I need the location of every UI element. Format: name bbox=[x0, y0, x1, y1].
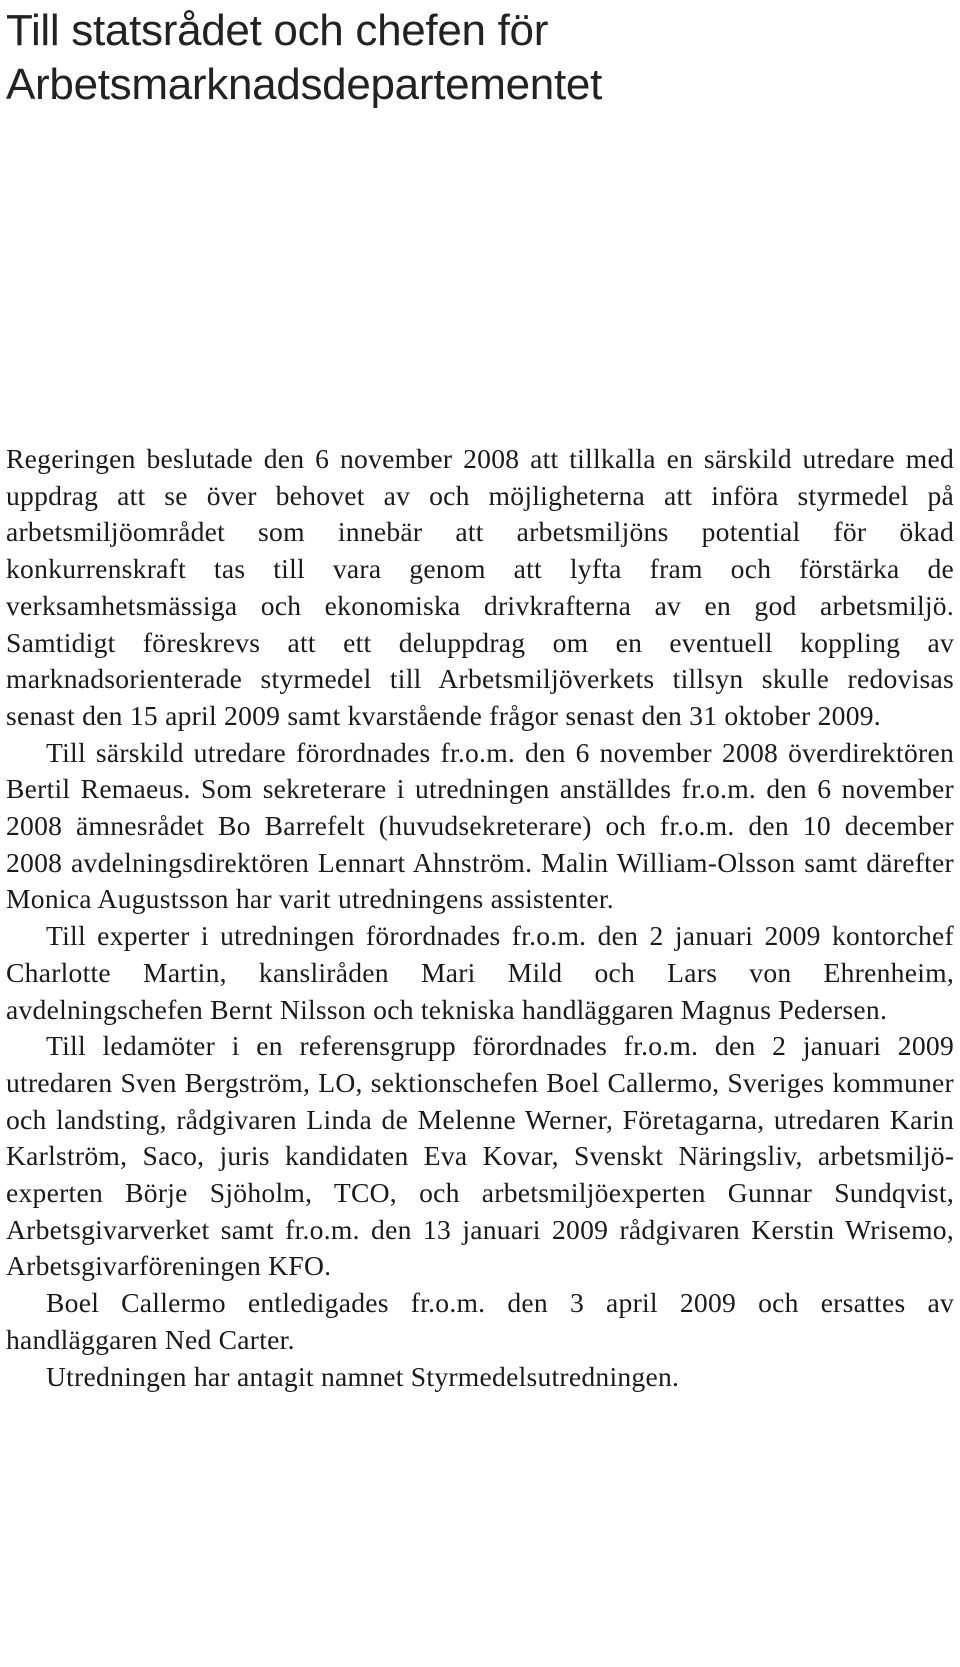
paragraph-reference-group: Till ledamöter i en referensgrupp förordnades fr.o.m. den 2 januari 2009 utredaren Sven Bergström, LO, sektionschefen Boel Callermo, Sveriges kommuner och landsting, rådgivaren Linda de Melenne Werner, Företagarna, utredaren Karin Karlström, Saco, juris kandidaten Eva Kovar, Svenskt Näringsliv, arbetsmiljöexperten Börje Sjöholm, TCO, och arbetsmiljöexperten Gunnar Sundqvist, Arbetsgivarverket samt fr.o.m. den 13 januari 2009 rådgivaren Kerstin Wrisemo, Arbetsgivarföreningen KFO. bbox=[6, 1030, 954, 1282]
paragraph-experts: Till experter i utredningen förordnades fr.o.m. den 2 januari 2009 kontorchef Charlotte Martin, kansliråden Mari Mild och Lars von Ehrenheim, avdelningschefen Bernt Nilsson och tekniska handläggaren Magnus Pedersen. bbox=[6, 920, 954, 1025]
paragraph-assignment: Regeringen beslutade den 6 november 2008 att tillkalla en särskild utredare med uppdrag att se över behovet av och möjligheterna att införa styrmedel på arbetsmiljöområdet som innebär att arbetsmiljöns potential för ökad konkurrenskraft tas till vara genom att lyfta fram och förstärka de verksamhetsmässiga och ekonomiska drivkrafterna av en god arbetsmiljö. Samtidigt föreskrevs att ett deluppdrag om en eventuell koppling av marknadsorienterade styrmedel till Arbetsmiljöverkets tillsyn skulle redovisas senast den 15 april 2009 samt kvarstående frågor senast den 31 oktober 2009. bbox=[6, 443, 954, 731]
document-body bbox=[6, 441, 954, 1395]
document-title bbox=[6, 4, 602, 112]
title-line-1: Till statsrådet och chefen för bbox=[6, 6, 549, 55]
title-line-2: Arbetsmarknadsdepartementet bbox=[6, 60, 602, 109]
paragraph-name: Utredningen har antagit namnet Styrmedelsutredningen. bbox=[46, 1360, 680, 1392]
paragraph-staff: Till särskild utredare förordnades fr.o.m. den 6 november 2008 överdirektören Bertil Remaeus. Som sekreterare i utredningen anställdes fr.o.m. den 6 november 2008 ämnesrådet Bo Barrefelt (huvudsekreterare) och fr.o.m. den 10 december 2008 avdelningsdirektören Lennart Ahnström. Malin William-Olsson samt därefter Monica Augustsson har varit utredningens assistenter. bbox=[6, 736, 954, 915]
paragraph-replacement: Boel Callermo entledigades fr.o.m. den 3 april 2009 och ersattes av handläggaren Ned Carter. bbox=[6, 1287, 954, 1355]
